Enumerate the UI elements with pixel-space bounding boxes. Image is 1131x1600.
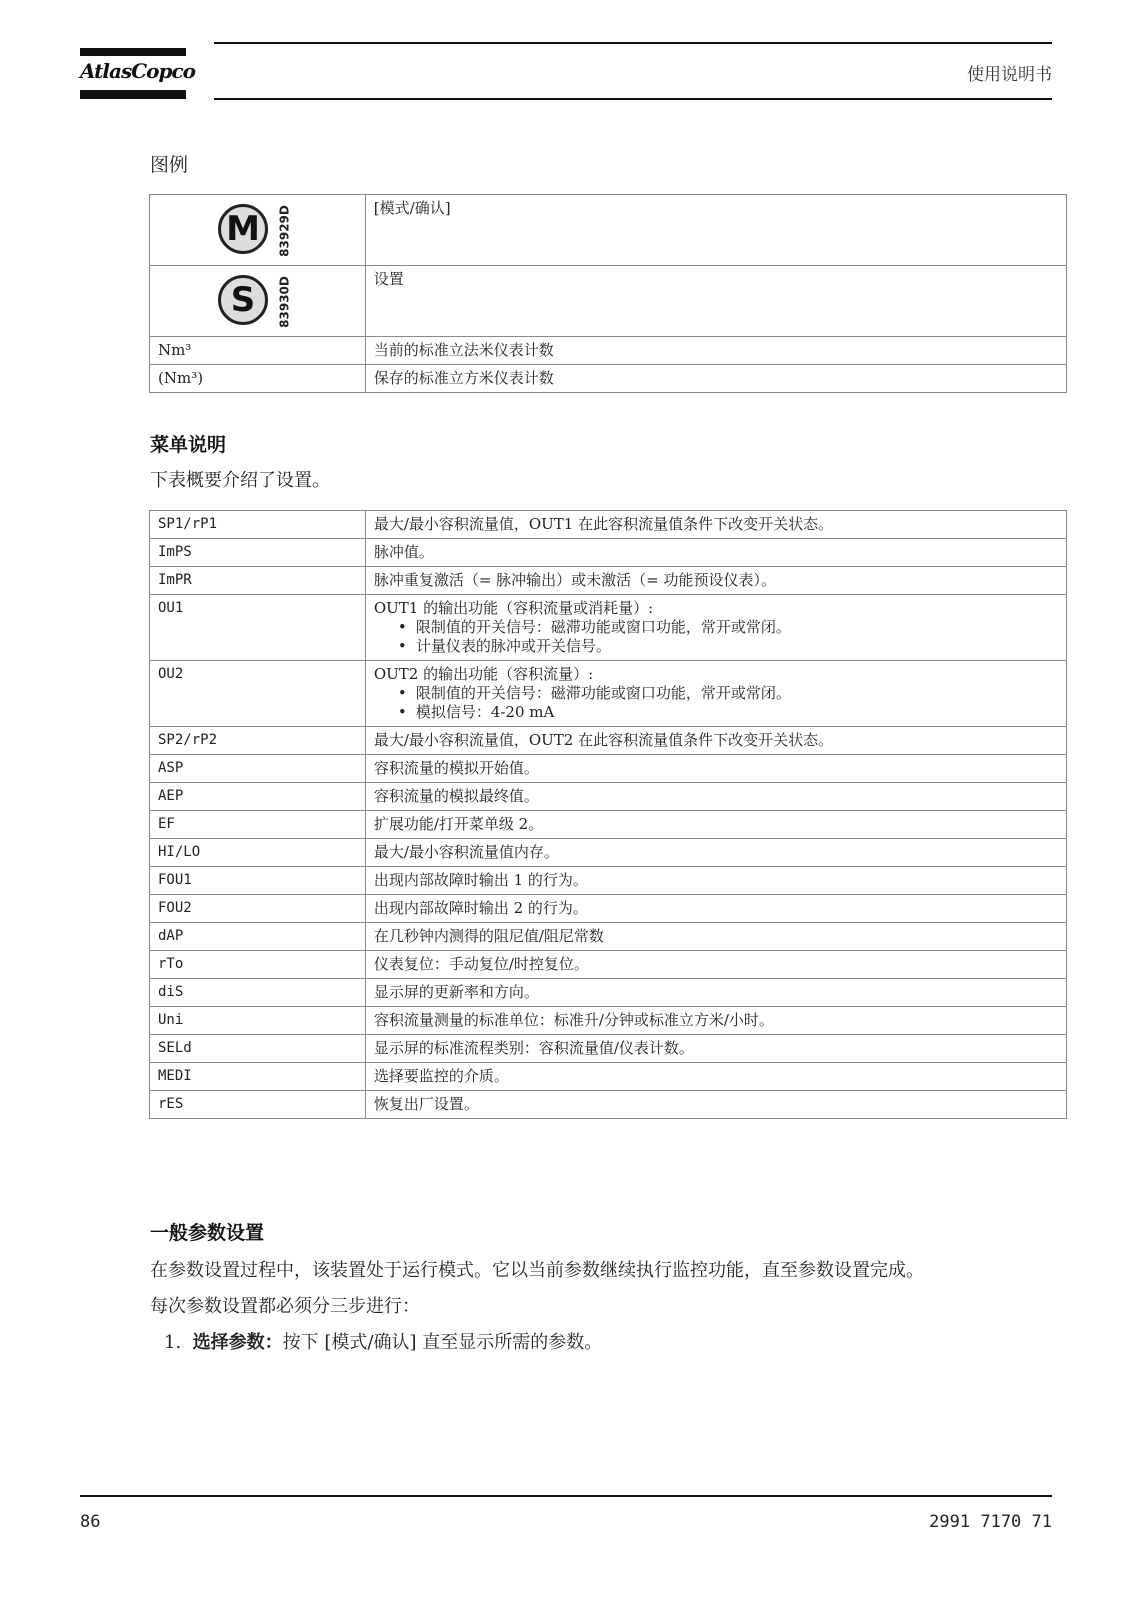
menu-desc-cell xyxy=(365,511,1066,539)
menu-desc: 选择要监控的介质。 xyxy=(373,1067,509,1085)
list-item: • 限制值的开关信号：磁滞功能或窗口功能，常开或常闭。 xyxy=(398,618,1058,637)
menu-desc-cell xyxy=(365,867,1066,895)
menu-code: FOU1 xyxy=(150,867,366,895)
legend-table xyxy=(149,194,1067,393)
menu-code: OU1 xyxy=(150,595,366,661)
set-button-icon: S xyxy=(218,275,268,325)
legend-heading: 图例 xyxy=(150,154,189,176)
menu-desc: 出现内部故障时输出 2 的行为。 xyxy=(373,899,588,917)
menu-code: ASP xyxy=(150,755,366,783)
menu-desc: 显示屏的更新率和方向。 xyxy=(373,983,539,1001)
table-row xyxy=(150,923,1067,951)
header-rule-bottom xyxy=(214,98,1052,100)
menu-desc-cell xyxy=(365,1007,1066,1035)
menu-code: AEP xyxy=(150,783,366,811)
table-row xyxy=(150,979,1067,1007)
legend-row-mode xyxy=(150,195,1067,266)
menu-desc-cell xyxy=(365,783,1066,811)
menu-code: SP1/rP1 xyxy=(150,511,366,539)
logo-text: AtlasCopco xyxy=(80,59,195,83)
menu-code: rTo xyxy=(150,951,366,979)
table-row xyxy=(150,1007,1067,1035)
menu-desc: 脉冲值。 xyxy=(373,543,434,561)
menu-desc: OUT1 的输出功能（容积流量或消耗量）: xyxy=(373,599,654,617)
menu-code: diS xyxy=(150,979,366,1007)
menu-code: Uni xyxy=(150,1007,366,1035)
table-row xyxy=(150,867,1067,895)
page-number: 86 xyxy=(80,1512,101,1532)
menu-desc: 仪表复位：手动复位/时控复位。 xyxy=(373,955,589,973)
table-row xyxy=(150,1063,1067,1091)
menu-desc: 扩展功能/打开菜单级 2。 xyxy=(373,815,544,833)
menu-desc: 最大/最小容积流量值内存。 xyxy=(373,843,559,861)
menu-code: EF xyxy=(150,811,366,839)
table-row xyxy=(150,755,1067,783)
table-row xyxy=(150,595,1067,661)
bullet-list xyxy=(374,618,1058,656)
menu-desc: 容积流量的模拟最终值。 xyxy=(373,787,539,805)
menu-code: OU2 xyxy=(150,661,366,727)
doc-number: 2991 7170 71 xyxy=(929,1512,1052,1532)
legend-row-set xyxy=(150,266,1067,337)
menu-table xyxy=(149,510,1067,1119)
menu-desc-cell xyxy=(365,567,1066,595)
menu-desc-cell xyxy=(365,539,1066,567)
menu-code: ImPS xyxy=(150,539,366,567)
legend-row-nm3 xyxy=(150,337,1067,365)
menu-code: HI/LO xyxy=(150,839,366,867)
menu-desc: 最大/最小容积流量值，OUT1 在此容积流量值条件下改变开关状态。 xyxy=(373,515,834,533)
document-title: 使用说明书 xyxy=(967,65,1052,85)
general-para-2: 每次参数设置都必须分三步进行： xyxy=(150,1296,420,1317)
menu-desc-cell xyxy=(365,811,1066,839)
menu-desc-cell xyxy=(365,923,1066,951)
menu-desc-cell xyxy=(365,727,1066,755)
menu-desc: 脉冲重复激活（= 脉冲输出）或未激活（= 功能预设仪表）。 xyxy=(373,571,776,589)
table-row xyxy=(150,1091,1067,1119)
bullet-list xyxy=(374,684,1058,722)
menu-code: SELd xyxy=(150,1035,366,1063)
menu-desc-cell xyxy=(365,1091,1066,1119)
menu-desc-cell xyxy=(365,661,1066,727)
menu-desc-cell xyxy=(365,895,1066,923)
legend-desc: 保存的标准立方米仪表计数 xyxy=(365,365,1066,393)
table-row xyxy=(150,783,1067,811)
menu-code: SP2/rP2 xyxy=(150,727,366,755)
table-row xyxy=(150,567,1067,595)
menu-heading: 菜单说明 xyxy=(150,434,227,456)
legend-desc: 当前的标准立法米仪表计数 xyxy=(365,337,1066,365)
legend-term: Nm³ xyxy=(150,337,366,365)
menu-desc: 出现内部故障时输出 1 的行为。 xyxy=(373,871,588,889)
step-1 xyxy=(164,1328,602,1354)
menu-intro: 下表概要介绍了设置。 xyxy=(150,470,330,491)
table-row xyxy=(150,811,1067,839)
table-row xyxy=(150,839,1067,867)
step-text: 按下 [模式/确认] 直至显示所需的参数。 xyxy=(282,1332,603,1353)
menu-desc-cell xyxy=(365,1035,1066,1063)
table-row xyxy=(150,1035,1067,1063)
menu-desc-cell xyxy=(365,839,1066,867)
general-heading: 一般参数设置 xyxy=(150,1222,265,1244)
menu-desc: 在几秒钟内测得的阻尼值/阻尼常数 xyxy=(373,927,604,945)
footer-rule xyxy=(80,1495,1052,1497)
icon-code: 83930D xyxy=(277,276,292,328)
table-row xyxy=(150,511,1067,539)
legend-term: (Nm³) xyxy=(150,365,366,393)
list-item: • 计量仪表的脉冲或开关信号。 xyxy=(398,637,1058,656)
header-rule-top xyxy=(214,42,1052,44)
table-row xyxy=(150,951,1067,979)
list-item: • 限制值的开关信号：磁滞功能或窗口功能，常开或常闭。 xyxy=(398,684,1058,703)
menu-desc: OUT2 的输出功能（容积流量）: xyxy=(373,665,594,683)
general-para-1: 在参数设置过程中，该装置处于运行模式。它以当前参数继续执行监控功能，直至参数设置完成。 xyxy=(150,1260,924,1281)
menu-code: MEDI xyxy=(150,1063,366,1091)
list-item: • 模拟信号：4-20 mA xyxy=(398,703,1058,722)
icon-code: 83929D xyxy=(277,205,292,257)
menu-desc: 恢复出厂设置。 xyxy=(373,1095,479,1113)
legend-row-saved-nm3 xyxy=(150,365,1067,393)
menu-desc-cell xyxy=(365,755,1066,783)
menu-desc-cell xyxy=(365,979,1066,1007)
step-number: 1. xyxy=(164,1332,182,1353)
table-row xyxy=(150,895,1067,923)
legend-desc: [模式/确认] xyxy=(365,195,1066,266)
mode-button-icon: M xyxy=(218,204,268,254)
menu-desc: 显示屏的标准流程类别：容积流量值/仪表计数。 xyxy=(373,1039,694,1057)
menu-code: dAP xyxy=(150,923,366,951)
table-row xyxy=(150,661,1067,727)
atlas-copco-logo xyxy=(80,48,195,100)
menu-desc-cell xyxy=(365,951,1066,979)
menu-desc: 最大/最小容积流量值，OUT2 在此容积流量值条件下改变开关状态。 xyxy=(373,731,834,749)
table-row xyxy=(150,727,1067,755)
table-row xyxy=(150,539,1067,567)
step-label: 选择参数： xyxy=(192,1332,283,1353)
menu-code: FOU2 xyxy=(150,895,366,923)
menu-desc-cell xyxy=(365,595,1066,661)
menu-desc: 容积流量的模拟开始值。 xyxy=(373,759,539,777)
menu-desc-cell xyxy=(365,1063,1066,1091)
legend-desc: 设置 xyxy=(365,266,1066,337)
menu-desc: 容积流量测量的标准单位：标准升/分钟或标准立方米/小时。 xyxy=(373,1011,774,1029)
menu-code: rES xyxy=(150,1091,366,1119)
menu-code: ImPR xyxy=(150,567,366,595)
